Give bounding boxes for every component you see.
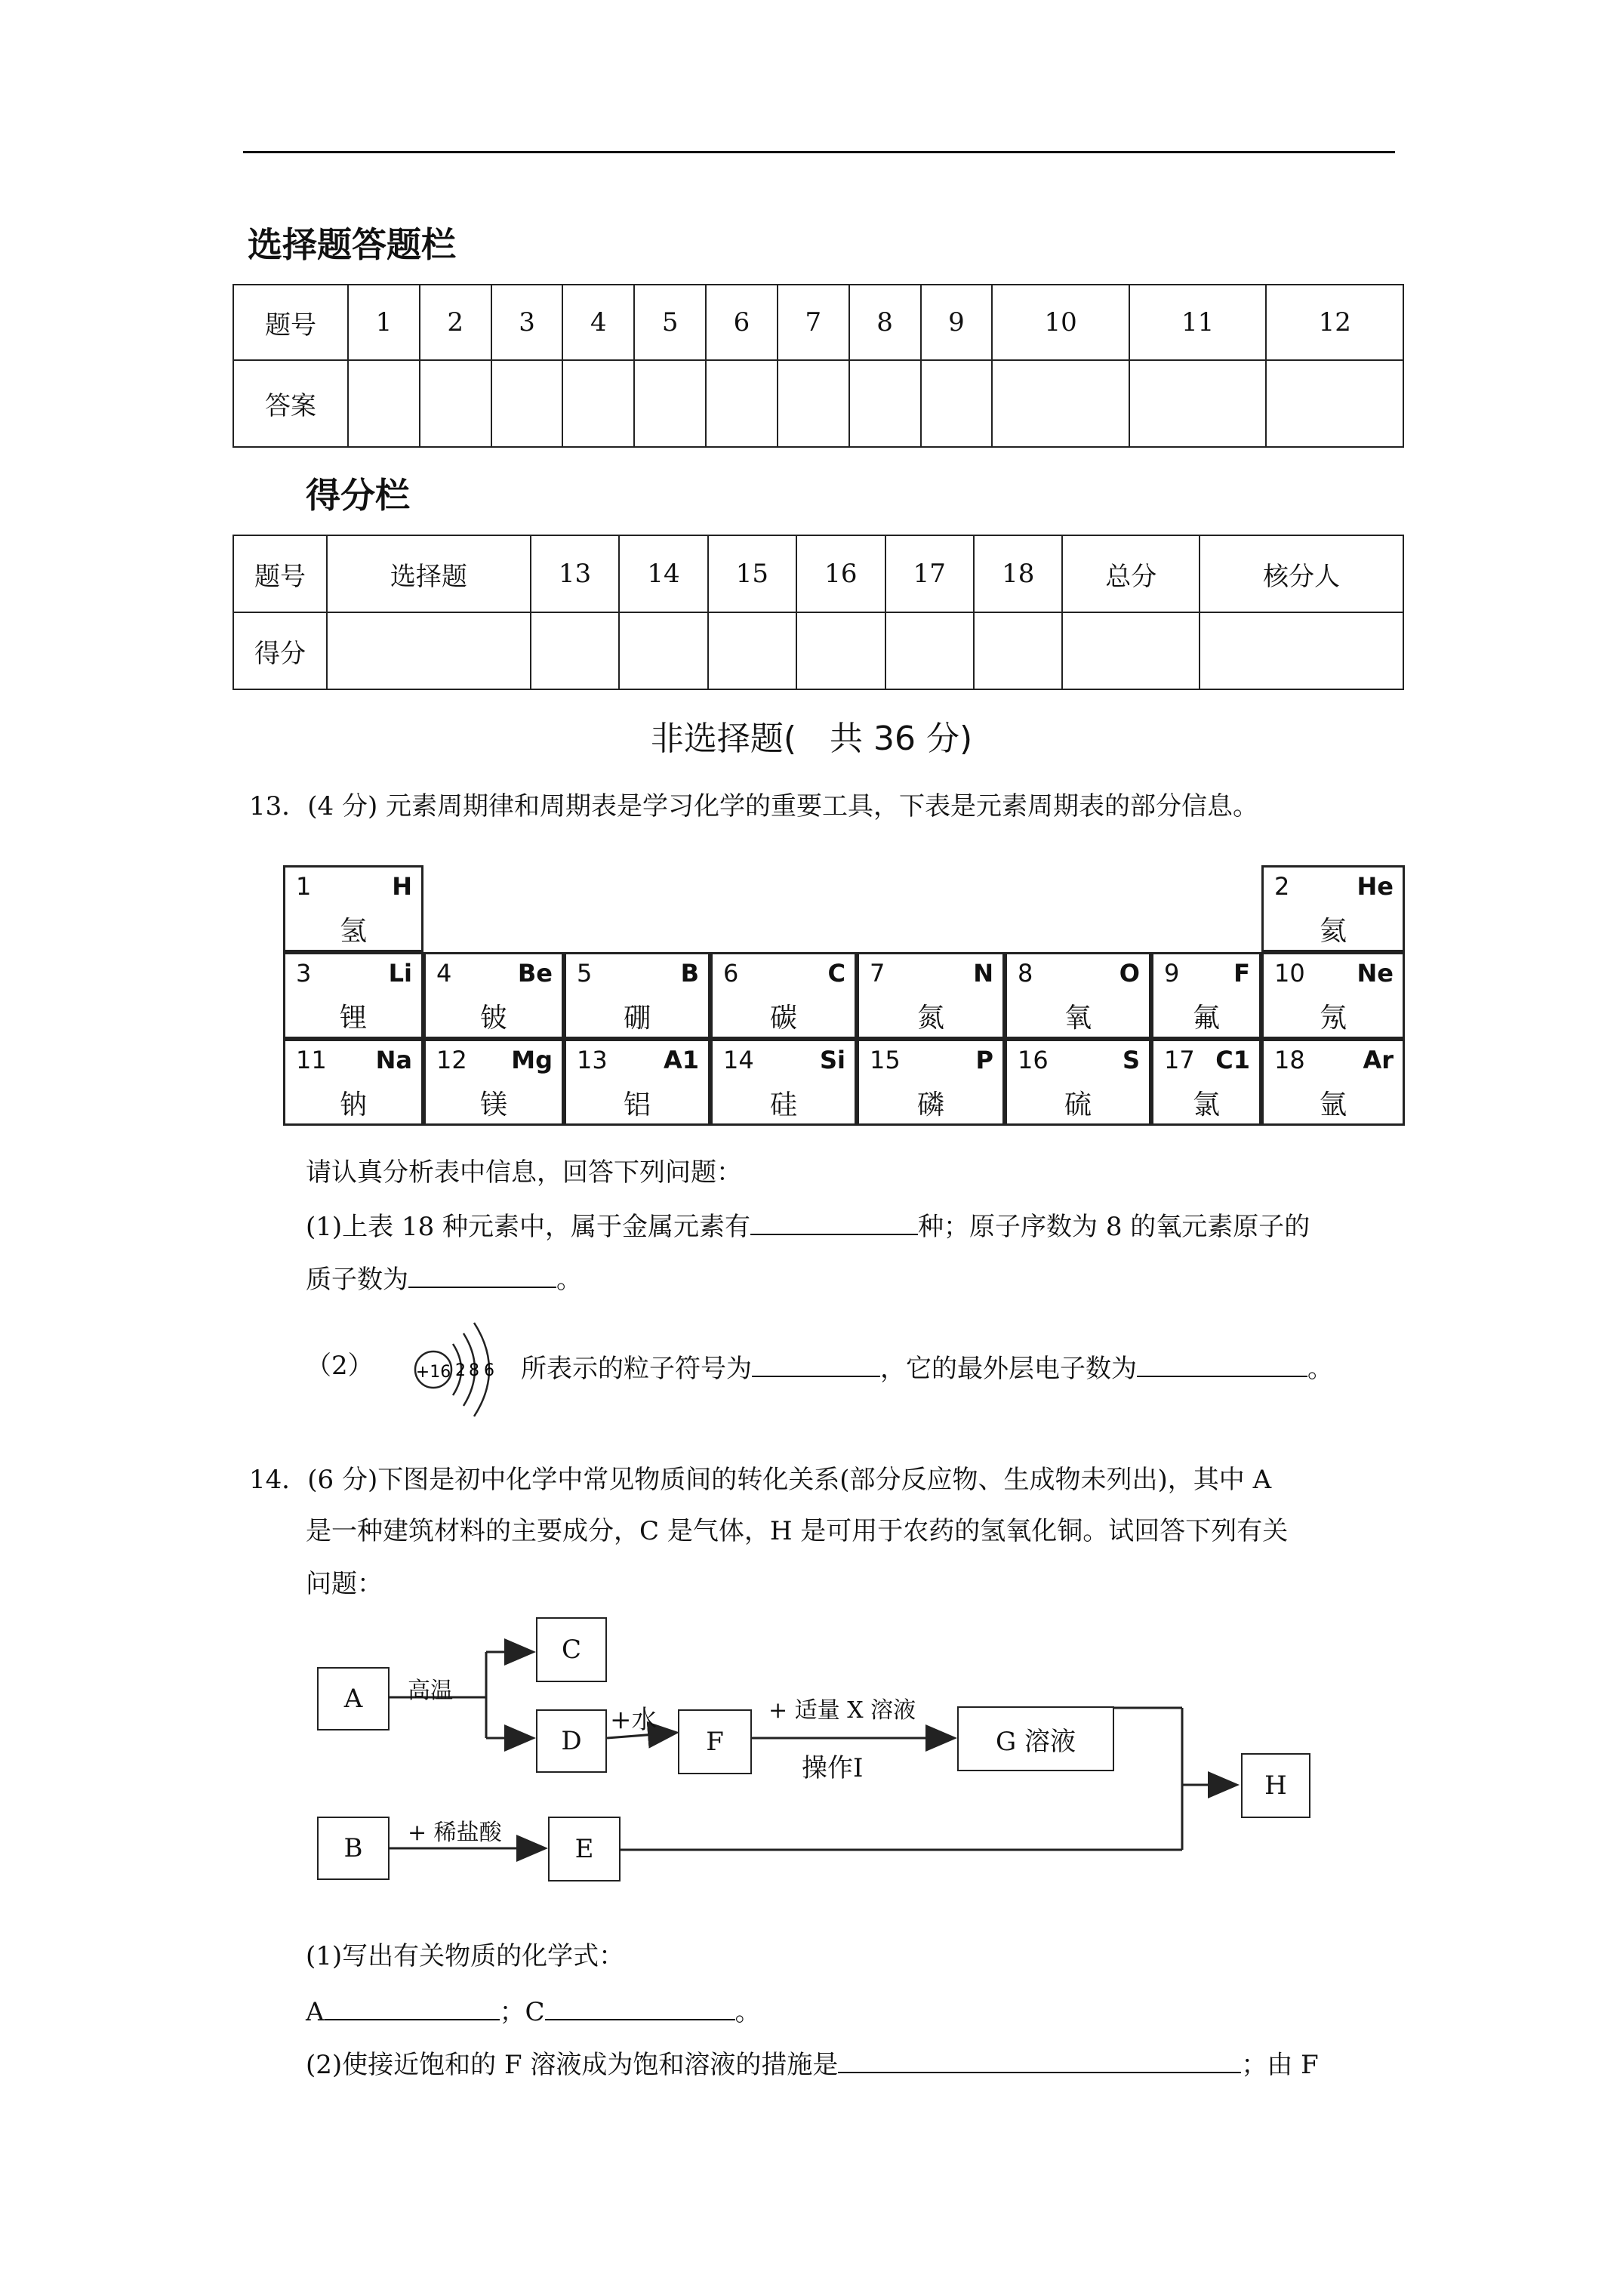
element-cell-c1 (1151, 1039, 1261, 1126)
q13-part1-line1 (306, 1207, 1310, 1246)
element-symbol: C (827, 959, 845, 988)
choice-number-6: 6 (706, 285, 778, 360)
element-cell-li (283, 952, 423, 1039)
element-number: 18 (1274, 1046, 1305, 1074)
q13-p2-number: （2） (306, 1351, 374, 1381)
element-number: 8 (1018, 959, 1033, 988)
score-cell-3[interactable] (619, 612, 707, 689)
score-cell-9[interactable] (1200, 612, 1403, 689)
element-name: 镁 (479, 1089, 507, 1120)
flow-box-D: D (536, 1709, 607, 1773)
q14-p2-text-a: (2)使接近饱和的 F 溶液成为饱和溶液的措施是 (306, 2050, 839, 2080)
choice-answer-cell-9[interactable] (921, 360, 993, 447)
flow-box-H: H (1241, 1753, 1310, 1818)
element-symbol: Be (517, 959, 553, 988)
label-plus-x-solution: + 适量 X 溶液 (768, 1697, 916, 1724)
score-cell-1[interactable] (327, 612, 531, 689)
element-name: 氮 (916, 1003, 944, 1034)
element-cell-ne (1261, 952, 1405, 1039)
ion-structure-diagram (400, 1306, 506, 1435)
choice-number-10: 10 (992, 285, 1129, 360)
element-cell-ar (1261, 1039, 1405, 1126)
element-symbol: B (680, 959, 699, 988)
label-operation-1: 操作Ⅰ (802, 1753, 864, 1783)
score-header-1: 选择题 (327, 535, 531, 612)
element-symbol: Ne (1357, 959, 1394, 988)
element-name: 氯 (1192, 1089, 1220, 1120)
choice-number-1: 1 (348, 285, 420, 360)
flow-box-G: G 溶液 (957, 1706, 1114, 1771)
choice-number-9: 9 (921, 285, 993, 360)
element-cell-be (423, 952, 564, 1039)
choice-answer-cell-4[interactable] (562, 360, 634, 447)
row-label-answer: 答案 (233, 360, 348, 447)
element-cell-n (857, 952, 1005, 1039)
element-name: 铝 (623, 1089, 651, 1120)
element-symbol: S (1122, 1046, 1140, 1074)
element-cell-he (1261, 865, 1405, 952)
element-name: 铍 (479, 1003, 507, 1034)
nonchoice-title: 非选择题( 共 36 分) (650, 720, 973, 758)
q13-p2-end: 。 (1307, 1354, 1333, 1384)
score-header-3: 14 (619, 535, 707, 612)
score-header-7: 18 (974, 535, 1062, 612)
ion-nucleus-charge: +16 (415, 1363, 451, 1382)
q14-blank-saturation-method[interactable] (838, 2045, 1241, 2073)
choice-answer-table (233, 284, 1404, 448)
element-name: 碳 (769, 1003, 797, 1034)
element-name: 硅 (769, 1089, 797, 1120)
choice-answer-cell-11[interactable] (1129, 360, 1267, 447)
score-header-2: 13 (531, 535, 619, 612)
element-number: 16 (1018, 1046, 1049, 1074)
choice-answer-title: 选择题答题栏 (248, 224, 456, 265)
element-symbol: Si (819, 1046, 845, 1074)
label-high-temp: 高温 (408, 1678, 453, 1704)
element-number: 2 (1274, 872, 1290, 901)
element-symbol: Ar (1363, 1046, 1394, 1074)
q13-intro: 13．(4 分) 元素周期律和周期表是学习化学的重要工具，下表是元素周期表的部分信息。 (249, 791, 1259, 821)
q13-p1-text-a: (1)上表 18 种元素中，属于金属元素有 (306, 1212, 751, 1242)
flow-box-A: A (317, 1667, 390, 1730)
q14-intro-line1: 14．(6 分)下图是初中化学中常见物质间的转化关系(部分反应物、生成物未列出)，其中 A (249, 1465, 1272, 1495)
element-cell-o (1005, 952, 1151, 1039)
q13-p2-text-a: 所表示的粒子符号为 (521, 1354, 752, 1384)
choice-answer-cell-6[interactable] (706, 360, 778, 447)
element-name: 氩 (1319, 1089, 1347, 1120)
ion-shell-2-count: 8 (469, 1361, 479, 1380)
element-name: 氖 (1319, 1003, 1347, 1034)
q13-blank-metal-count[interactable] (750, 1207, 918, 1235)
element-symbol: He (1357, 872, 1394, 901)
row-label-number: 题号 (233, 285, 348, 360)
score-cell-2[interactable] (531, 612, 619, 689)
q14-p1-label-A: A (306, 1997, 325, 2027)
element-name: 硼 (623, 1003, 651, 1034)
element-name: 磷 (916, 1089, 944, 1120)
score-title: 得分栏 (306, 475, 410, 516)
element-symbol: P (975, 1046, 993, 1074)
choice-answer-cell-3[interactable] (491, 360, 563, 447)
element-cell-mg (423, 1039, 564, 1126)
score-row-label-number: 题号 (233, 535, 327, 612)
choice-answer-cell-12[interactable] (1266, 360, 1403, 447)
score-table (233, 535, 1404, 690)
element-cell-c (710, 952, 857, 1039)
header-rule (243, 151, 1395, 153)
element-number: 13 (577, 1046, 608, 1074)
choice-answer-cell-10[interactable] (992, 360, 1129, 447)
element-number: 17 (1164, 1046, 1195, 1074)
element-name: 氦 (1319, 916, 1347, 947)
flow-box-F: F (678, 1709, 752, 1774)
choice-number-5: 5 (634, 285, 706, 360)
score-cell-5[interactable] (796, 612, 885, 689)
score-cell-8[interactable] (1062, 612, 1200, 689)
element-name: 硫 (1064, 1089, 1092, 1120)
element-number: 5 (577, 959, 593, 988)
score-header-5: 16 (796, 535, 885, 612)
element-name: 氧 (1064, 1003, 1092, 1034)
score-header-6: 17 (885, 535, 974, 612)
q14-intro-line2: 是一种建筑材料的主要成分，C 是气体，H 是可用于农药的氢氧化铜。试回答下列有关 (306, 1516, 1289, 1546)
score-header-8: 总分 (1062, 535, 1200, 612)
q14-blank-C-formula[interactable] (545, 1992, 735, 2020)
q13-prompt: 请认真分析表中信息，回答下列问题： (306, 1157, 742, 1188)
element-cell-b (564, 952, 710, 1039)
q13-p1-text-c: 质子数为 (306, 1265, 408, 1295)
element-number: 4 (436, 959, 452, 988)
element-number: 7 (870, 959, 885, 988)
element-symbol: A1 (663, 1046, 699, 1074)
q13-part2-line (521, 1348, 1333, 1388)
q13-blank-proton-count[interactable] (408, 1259, 556, 1288)
q14-part1-title: (1)写出有关物质的化学式： (306, 1941, 625, 1971)
q14-blank-A-formula[interactable] (325, 1992, 500, 2020)
choice-number-7: 7 (778, 285, 849, 360)
choice-answer-cell-2[interactable] (420, 360, 491, 447)
score-cell-6[interactable] (885, 612, 974, 689)
q14-intro-line3: 问题： (306, 1569, 383, 1599)
q14-p1-label-C: ；C (499, 1997, 545, 2027)
element-number: 9 (1164, 959, 1180, 988)
flow-box-C: C (536, 1617, 607, 1682)
q13-p1-end: 。 (556, 1265, 582, 1295)
element-number: 11 (296, 1046, 327, 1074)
element-symbol: H (392, 872, 412, 901)
element-cell-p (857, 1039, 1005, 1126)
ion-shell-1-count: 2 (455, 1361, 466, 1380)
score-header-4: 15 (708, 535, 796, 612)
element-name: 氟 (1192, 1003, 1220, 1034)
periodic-table (283, 865, 1405, 1126)
score-cell-7[interactable] (974, 612, 1062, 689)
element-cell-si (710, 1039, 857, 1126)
element-symbol: O (1119, 959, 1140, 988)
element-name: 锂 (339, 1003, 367, 1034)
score-row-label-score: 得分 (233, 612, 327, 689)
score-cell-4[interactable] (708, 612, 796, 689)
q13-part1-line2 (306, 1259, 582, 1299)
choice-number-4: 4 (562, 285, 634, 360)
score-header-9: 核分人 (1200, 535, 1403, 612)
choice-answer-cell-5[interactable] (634, 360, 706, 447)
choice-answer-cell-7[interactable] (778, 360, 849, 447)
element-symbol: F (1233, 959, 1250, 988)
element-symbol: Li (388, 959, 412, 988)
q13-p2-text-b: ，它的最外层电子数为 (880, 1354, 1137, 1384)
label-plus-hcl: + 稀盐酸 (408, 1820, 502, 1846)
element-number: 15 (870, 1046, 901, 1074)
flow-box-B: B (317, 1817, 390, 1880)
element-number: 1 (296, 872, 312, 901)
element-number: 12 (436, 1046, 467, 1074)
choice-number-8: 8 (849, 285, 921, 360)
choice-number-11: 11 (1129, 285, 1267, 360)
label-plus-water: +水 (610, 1705, 658, 1735)
element-cell-s (1005, 1039, 1151, 1126)
q13-blank-particle-symbol[interactable] (752, 1348, 880, 1377)
element-name: 氢 (339, 916, 367, 947)
ion-shell-3-count: 6 (484, 1361, 494, 1380)
choice-answer-cell-1[interactable] (348, 360, 420, 447)
q14-p2-text-b: ；由 F (1241, 2050, 1319, 2080)
element-number: 6 (723, 959, 739, 988)
choice-number-12: 12 (1266, 285, 1403, 360)
q14-part2-line (306, 2045, 1319, 2084)
q13-blank-outer-electrons[interactable] (1137, 1348, 1307, 1377)
element-number: 14 (723, 1046, 754, 1074)
q14-part1-answer-line (306, 1992, 761, 2031)
element-cell-na (283, 1039, 423, 1126)
element-number: 3 (296, 959, 312, 988)
element-symbol: N (973, 959, 993, 988)
element-cell-f (1151, 952, 1261, 1039)
q14-p1-end: 。 (735, 1997, 761, 2027)
element-cell-h (283, 865, 423, 952)
element-symbol: Na (375, 1046, 412, 1074)
element-symbol: C1 (1215, 1046, 1250, 1074)
choice-number-2: 2 (420, 285, 491, 360)
flowchart (302, 1608, 1329, 1895)
choice-number-3: 3 (491, 285, 563, 360)
flow-box-E: E (548, 1817, 621, 1881)
q13-p1-text-b: 种；原子序数为 8 的氧元素原子的 (918, 1212, 1310, 1242)
element-name: 钠 (339, 1089, 367, 1120)
element-symbol: Mg (511, 1046, 553, 1074)
choice-answer-cell-8[interactable] (849, 360, 921, 447)
element-number: 10 (1274, 959, 1305, 988)
element-cell-a1 (564, 1039, 710, 1126)
